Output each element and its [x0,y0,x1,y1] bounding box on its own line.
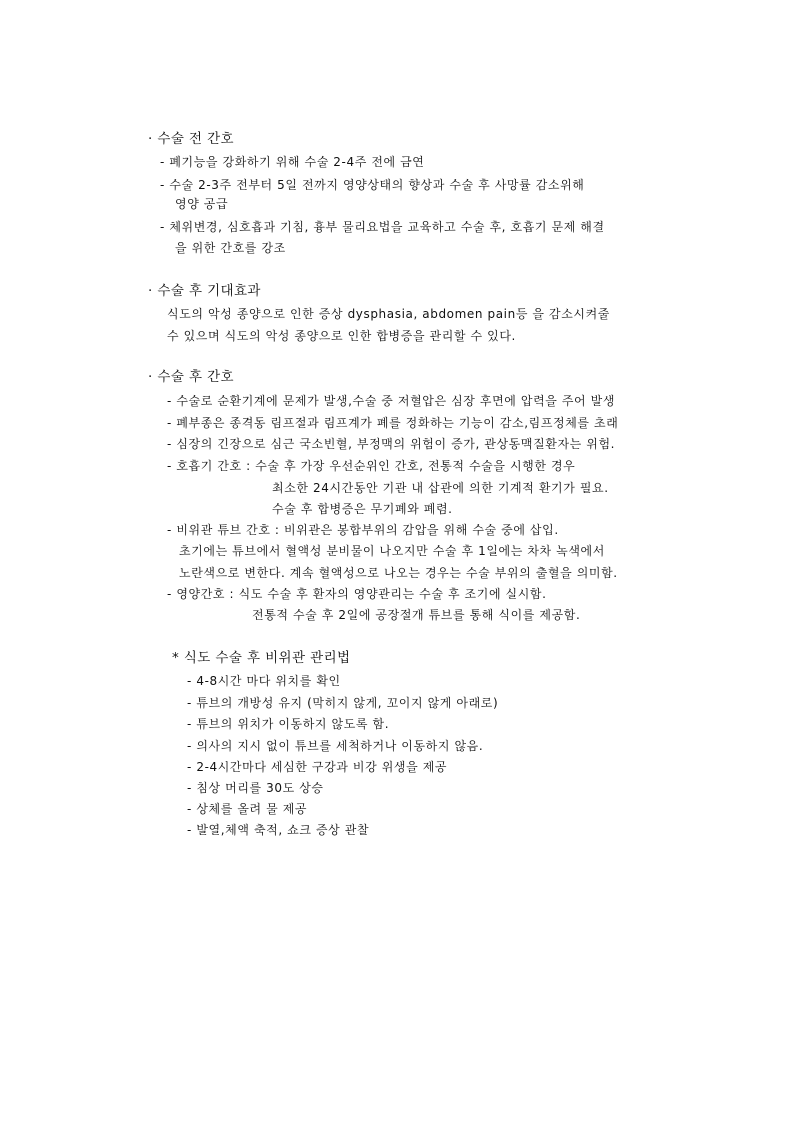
postop-line-9: 노란색으로 변한다. 계속 혈액성으로 나오는 경우는 수술 부위의 출혈을 의미함. [179,566,618,580]
expected-effect-line-2: 수 있으며 식도의 악성 종양으로 인한 합병증을 관리할 수 있다. [167,329,516,343]
postop-line-3: - 심장의 긴장으로 심근 국소빈혈, 부정맥의 위험이 증가, 관상동맥질환자는 위험. [167,437,616,451]
section-heading-postop-care: · 수술 후 간호 [148,369,234,385]
postop-line-5: 최소한 24시간동안 기관 내 삽관에 의한 기계적 환기가 필요. [272,481,609,495]
ng-tube-item-4: - 의사의 지시 없이 튜브를 세척하거나 이동하지 않음. [187,739,484,753]
preop-line-4: - 체위변경, 심호흡과 기침, 흉부 물리요법을 교육하고 수술 후, 호흡기 문제 해결 [160,220,605,234]
preop-line-1: - 폐기능을 강화하기 위해 수술 2-4주 전에 금연 [160,155,425,169]
postop-line-6: 수술 후 합병증은 무기폐와 폐렴. [272,502,453,516]
preop-line-3: 영양 공급 [175,197,229,211]
expected-effect-line-1: 식도의 악성 종양으로 인한 증상 dysphasia, abdomen pain등 을 감소시켜줄 [167,307,610,321]
preop-line-5: 을 위한 간호를 강조 [175,241,286,255]
postop-line-7: - 비위관 튜브 간호 : 비위관은 봉합부위의 감압을 위해 수술 중에 삽입. [167,523,559,537]
postop-line-2: - 폐부종은 종격동 림프절과 림프계가 폐를 정화하는 기능이 감소,림프정체를 초래 [167,416,619,430]
section-heading-expected-effect: · 수술 후 기대효과 [148,283,261,299]
ng-tube-item-2: - 튜브의 개방성 유지 (막히지 않게, 꼬이지 않게 아래로) [187,696,499,710]
ng-tube-item-7: - 상체를 올려 물 제공 [187,802,308,816]
ng-tube-item-1: - 4-8시간 마다 위치를 확인 [187,674,341,688]
section-heading-ng-tube-management: * 식도 수술 후 비위관 관리법 [172,650,351,666]
postop-line-4: - 호흡기 간호 : 수술 후 가장 우선순위인 간호, 전통적 수술을 시행한 경우 [167,459,576,473]
postop-line-10: - 영양간호 : 식도 수술 후 환자의 영양관리는 수술 후 조기에 실시함. [167,587,547,601]
ng-tube-item-8: - 발열,체액 축적, 쇼크 증상 관찰 [187,823,370,837]
postop-line-8: 초기에는 튜브에서 혈액성 분비물이 나오지만 수술 후 1일에는 차차 녹색에서 [179,544,605,558]
ng-tube-item-5: - 2-4시간마다 세심한 구강과 비강 위생을 제공 [187,760,448,774]
ng-tube-item-6: - 침상 머리를 30도 상승 [187,781,324,795]
ng-tube-item-3: - 튜브의 위치가 이동하지 않도록 함. [187,717,390,731]
preop-line-2: - 수술 2-3주 전부터 5일 전까지 영양상태의 향상과 수술 후 사망률 감소위해 [160,178,585,192]
postop-line-1: - 수술로 순환기계에 문제가 발생,수술 중 저혈압은 심장 후면에 압력을 주어 발생 [167,394,616,408]
postop-line-11: 전통적 수술 후 2일에 공장절개 튜브를 통해 식이를 제공함. [252,608,581,622]
section-heading-preop-care: · 수술 전 간호 [148,131,234,147]
